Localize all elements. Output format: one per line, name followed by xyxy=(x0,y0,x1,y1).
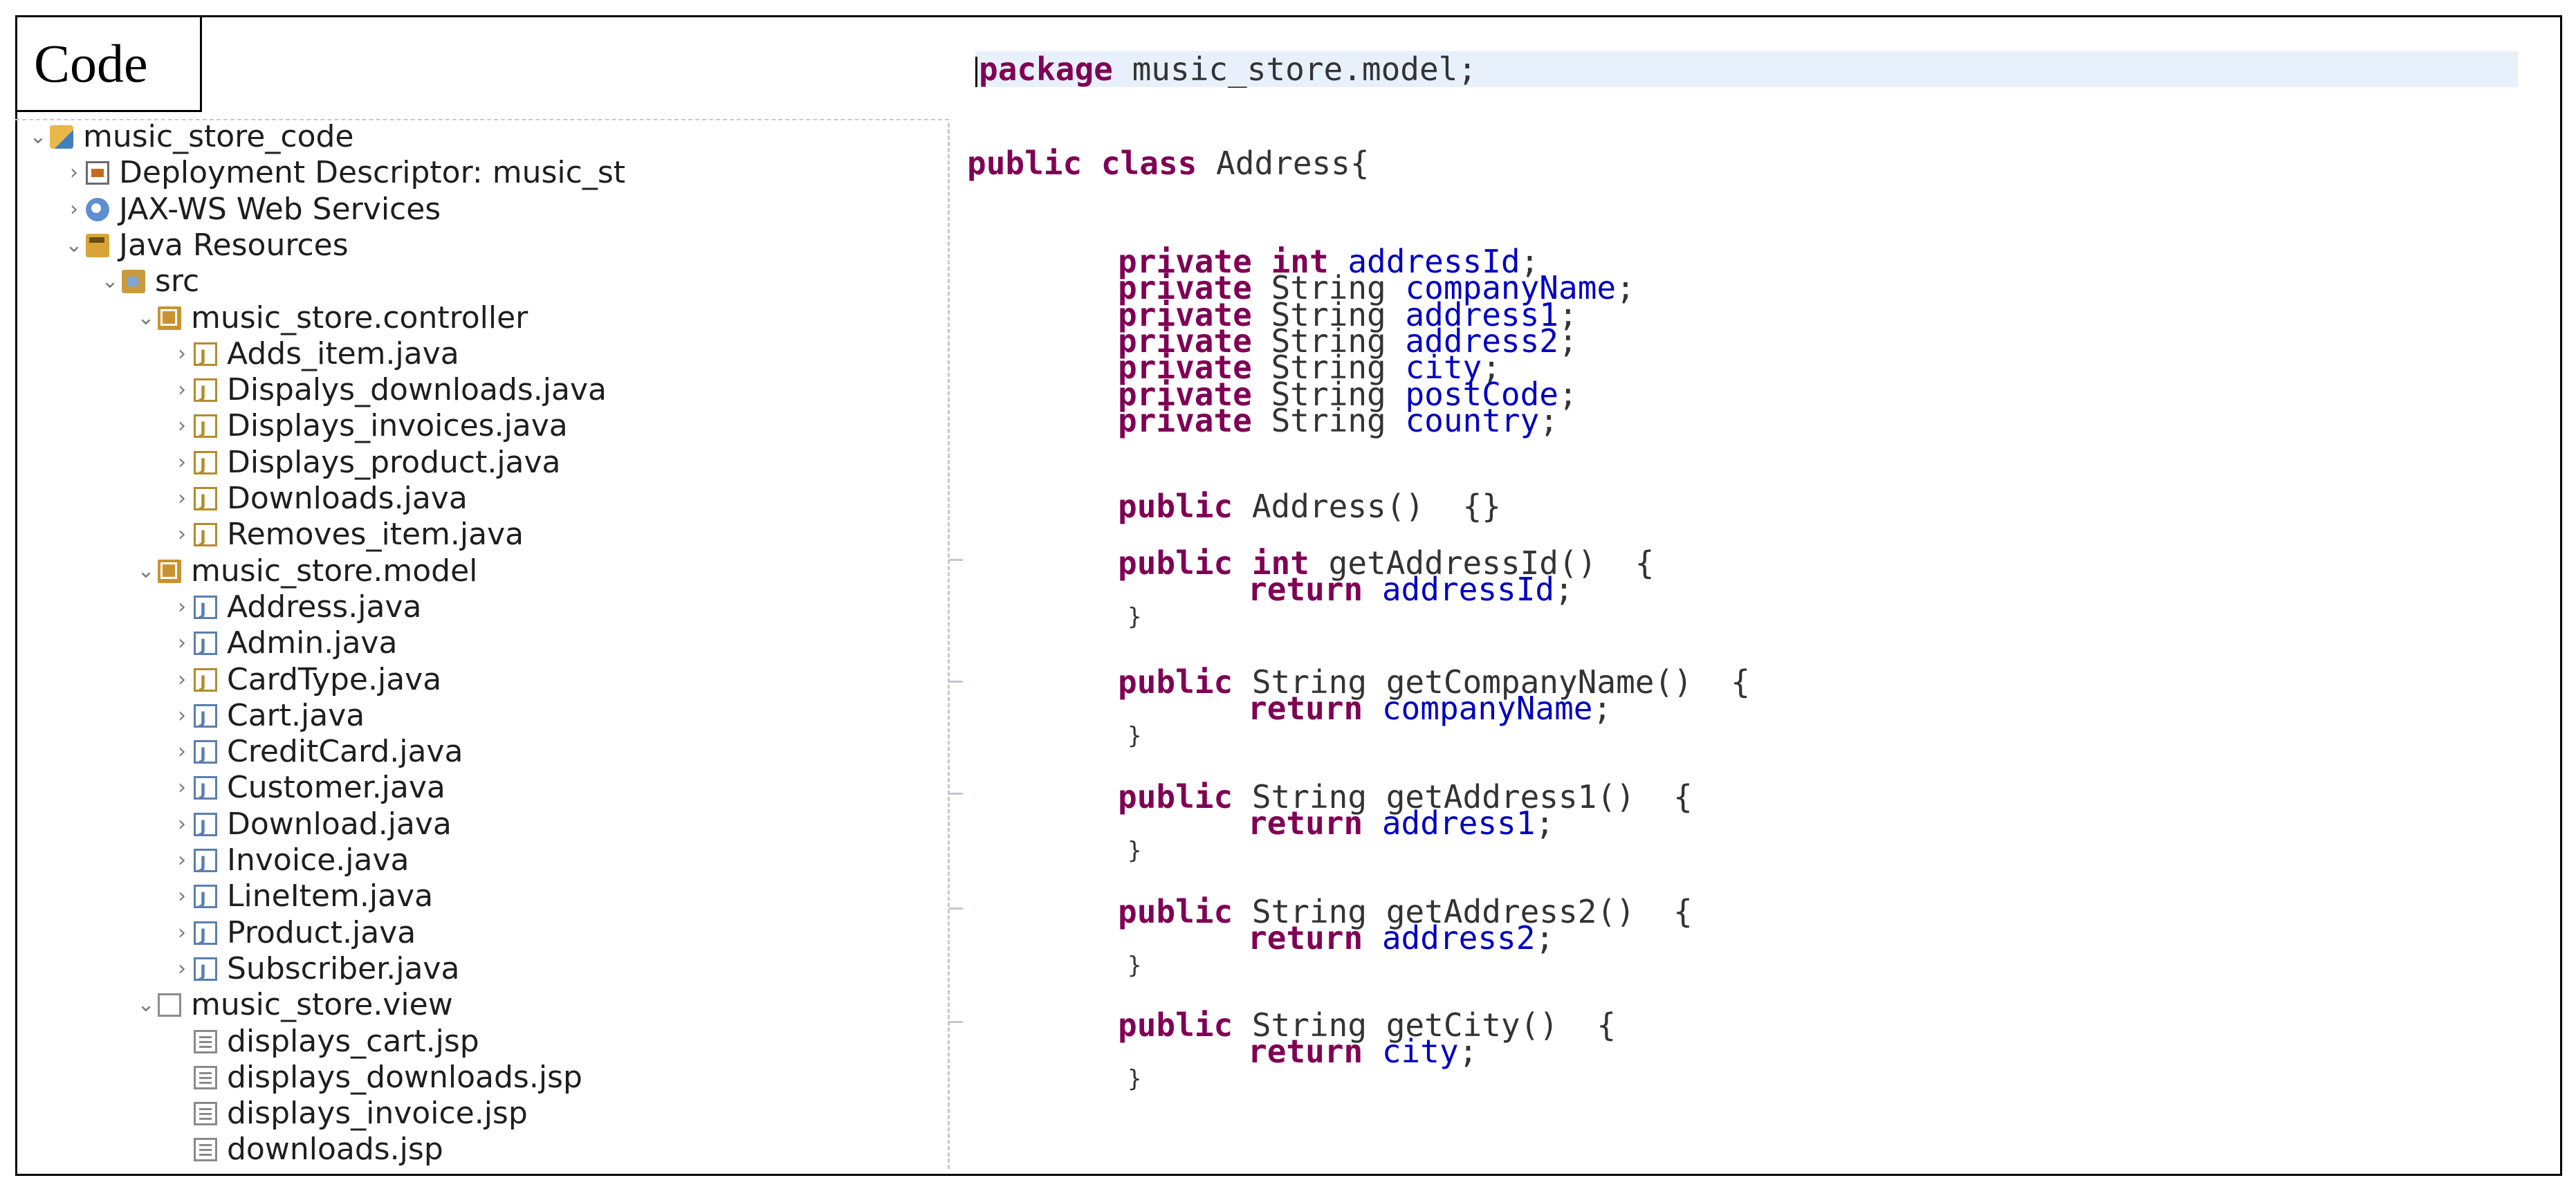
fold-marker-icon[interactable] xyxy=(949,1021,963,1030)
keyword-token: public xyxy=(1118,893,1233,930)
tree-item[interactable] xyxy=(134,300,528,336)
tree-item[interactable] xyxy=(62,228,349,264)
closing-brace: } xyxy=(1128,722,1142,750)
tree-item[interactable] xyxy=(170,951,459,987)
field-name: companyName xyxy=(1363,690,1593,727)
closing-brace: } xyxy=(1128,1065,1142,1093)
expand-twisty-icon[interactable]: › xyxy=(178,450,186,474)
java-file-icon xyxy=(194,342,217,366)
tree-item-label: Subscriber.java xyxy=(227,950,460,986)
keyword-token: return xyxy=(1248,919,1363,957)
method-signature: getAddress2() { xyxy=(1367,893,1693,930)
type-token: String xyxy=(1251,375,1386,413)
expand-twisty-icon[interactable]: › xyxy=(178,594,186,619)
code-caption: Code xyxy=(15,15,202,112)
keyword-token: public xyxy=(1118,778,1233,815)
tree-item-label: JAX-WS Web Services xyxy=(119,191,441,227)
type-token: String xyxy=(1251,295,1386,333)
expand-twisty-icon[interactable]: › xyxy=(178,486,186,510)
tree-item[interactable] xyxy=(170,1096,528,1132)
tree-item[interactable] xyxy=(26,119,354,155)
java-file-icon xyxy=(194,596,217,619)
method-signature: getCompanyName() { xyxy=(1367,663,1750,701)
java-file-icon xyxy=(194,849,217,872)
keyword-token: private xyxy=(1118,349,1252,387)
punctuation-token: ; xyxy=(1535,919,1555,957)
tree-item[interactable] xyxy=(170,1132,443,1168)
keyword-token: public class xyxy=(967,145,1197,182)
keyword-token: private xyxy=(1118,243,1252,280)
tree-item-label: Downloads.java xyxy=(227,481,468,516)
type-token: String xyxy=(1233,663,1368,701)
punctuation-token: ; xyxy=(1535,804,1555,842)
fold-marker-icon[interactable] xyxy=(949,559,963,568)
java-file-icon xyxy=(194,813,217,836)
keyword-token: private xyxy=(1118,375,1252,413)
method-signature: getCity() { xyxy=(1367,1006,1617,1044)
tree-item[interactable] xyxy=(170,1060,582,1096)
collapse-twisty-icon[interactable]: ⌄ xyxy=(101,269,119,294)
tree-item-label: Java Resources xyxy=(119,227,349,263)
tree-item-label: Customer.java xyxy=(227,770,445,806)
keyword-token: return xyxy=(1248,571,1363,608)
expand-twisty-icon[interactable]: › xyxy=(178,775,186,800)
tree-item[interactable] xyxy=(134,987,453,1023)
tree-item-label: Displays_product.java xyxy=(227,444,561,480)
punctuation-token: ; xyxy=(1558,322,1578,360)
tree-item-label: src xyxy=(155,264,200,300)
tree-item-label: music_store.controller xyxy=(191,300,528,335)
expand-twisty-icon[interactable]: › xyxy=(70,196,78,221)
tree-item-label: displays_cart.jsp xyxy=(227,1023,479,1059)
java-file-icon xyxy=(194,487,217,510)
tree-item[interactable] xyxy=(170,589,421,625)
field-name: address1 xyxy=(1363,804,1536,842)
deployment-descriptor-icon xyxy=(86,161,109,185)
expand-twisty-icon[interactable]: › xyxy=(178,739,186,764)
tree-item-label: Displays_invoices.java xyxy=(227,408,568,444)
type-token: String xyxy=(1233,1006,1368,1044)
punctuation-token: ; xyxy=(1592,690,1612,727)
tree-item[interactable] xyxy=(170,445,561,481)
field-declaration-line[interactable] xyxy=(1118,403,1558,439)
expand-twisty-icon[interactable]: › xyxy=(178,414,186,439)
tree-item-label: music_store.model xyxy=(191,553,478,589)
source-folder-icon xyxy=(122,270,145,293)
tree-item-label: Cart.java xyxy=(227,697,365,733)
method-signature: getAddressId() { xyxy=(1309,544,1655,582)
closing-brace-line[interactable] xyxy=(1128,833,1141,869)
field-name: address2 xyxy=(1363,919,1536,957)
java-file-icon xyxy=(194,704,217,728)
tree-item-label: LineItem.java xyxy=(227,878,434,914)
fold-marker-icon[interactable] xyxy=(949,681,963,690)
java-file-icon xyxy=(194,957,217,981)
punctuation-token: ; xyxy=(1558,295,1578,333)
field-name: city xyxy=(1363,1033,1459,1070)
package-icon xyxy=(158,560,181,583)
jsp-file-icon xyxy=(194,1102,217,1125)
tree-item[interactable] xyxy=(170,698,365,734)
keyword-token: private xyxy=(1118,295,1252,333)
tree-item-label: music_store.view xyxy=(191,987,453,1023)
collapse-twisty-icon[interactable]: ⌄ xyxy=(137,993,155,1017)
field-name: address1 xyxy=(1386,295,1558,333)
expand-twisty-icon[interactable]: › xyxy=(178,811,186,836)
expand-twisty-icon[interactable]: › xyxy=(178,703,186,728)
jsp-file-icon xyxy=(194,1138,217,1161)
expand-twisty-icon[interactable]: › xyxy=(178,667,186,692)
tree-item-label: displays_downloads.jsp xyxy=(227,1059,582,1095)
expand-twisty-icon[interactable]: › xyxy=(178,341,186,366)
punctuation-token: ; xyxy=(1554,571,1574,608)
field-name: address2 xyxy=(1386,322,1558,360)
return-line[interactable] xyxy=(1248,920,1554,956)
tree-item-label: Removes_item.java xyxy=(227,517,524,553)
package-line[interactable] xyxy=(975,51,1477,87)
keyword-token: public xyxy=(1118,544,1233,582)
tree-item[interactable] xyxy=(134,553,477,589)
field-name: addressId xyxy=(1363,571,1555,608)
closing-brace: } xyxy=(1128,837,1142,865)
tree-item[interactable] xyxy=(98,264,199,300)
keyword-token: public xyxy=(1118,1006,1233,1044)
java-file-icon xyxy=(194,414,217,438)
field-name: addressId xyxy=(1328,243,1520,280)
closing-brace-line[interactable] xyxy=(1128,718,1141,754)
field-name: postCode xyxy=(1386,375,1558,413)
tree-item-label: Product.java xyxy=(227,914,416,950)
tree-item[interactable] xyxy=(170,336,459,372)
package-icon xyxy=(158,306,181,330)
tree-item-label: Deployment Descriptor: music_st xyxy=(119,155,625,191)
class-declaration-line[interactable] xyxy=(967,145,1370,181)
tree-item-label: displays_invoice.jsp xyxy=(227,1096,528,1132)
keyword-token: private xyxy=(1118,269,1252,307)
keyword-token: private xyxy=(1118,322,1252,360)
tree-item[interactable] xyxy=(170,878,433,914)
punctuation-token: ; xyxy=(1520,243,1540,280)
expand-twisty-icon[interactable]: › xyxy=(178,522,186,547)
tree-item-label: Dispalys_downloads.java xyxy=(227,372,607,408)
package-name: music_store.model; xyxy=(1112,50,1478,88)
java-file-icon xyxy=(194,776,217,800)
type-token: int xyxy=(1233,544,1309,582)
punctuation-token: ; xyxy=(1558,375,1578,413)
expand-twisty-icon[interactable]: › xyxy=(178,631,186,656)
tree-item-label: music_store_code xyxy=(83,119,354,154)
java-resources-icon xyxy=(86,234,109,257)
java-file-icon xyxy=(194,921,217,945)
explorer-divider[interactable] xyxy=(948,123,950,1169)
expand-twisty-icon[interactable]: › xyxy=(178,884,186,909)
closing-brace-line[interactable] xyxy=(1128,948,1141,984)
return-line[interactable] xyxy=(1248,805,1554,841)
tree-item[interactable] xyxy=(62,192,441,228)
java-file-icon xyxy=(194,632,217,655)
closing-brace-line[interactable] xyxy=(1128,1061,1141,1097)
punctuation-token: ; xyxy=(1539,401,1559,439)
keyword-token: public xyxy=(1118,663,1233,701)
tree-item-label: Adds_item.java xyxy=(227,335,459,371)
tree-item[interactable] xyxy=(170,734,463,770)
constructor-signature: Address() {} xyxy=(1233,488,1501,525)
return-line[interactable] xyxy=(1248,1033,1478,1069)
type-token: int xyxy=(1251,243,1329,280)
tree-item[interactable] xyxy=(170,807,452,842)
tree-item-label: Admin.java xyxy=(227,625,398,661)
type-token: String xyxy=(1251,401,1386,439)
tree-item[interactable] xyxy=(170,1024,479,1060)
closing-brace-line[interactable] xyxy=(1128,599,1141,635)
tree-item-label: downloads.jsp xyxy=(227,1132,443,1168)
project-explorer-tree[interactable] xyxy=(15,118,965,1169)
type-token: String xyxy=(1251,322,1386,360)
tree-item[interactable] xyxy=(170,625,397,661)
collapse-twisty-icon[interactable]: ⌄ xyxy=(29,125,47,149)
tree-item[interactable] xyxy=(170,770,445,806)
java-file-icon xyxy=(194,523,217,546)
field-name: companyName xyxy=(1386,269,1617,307)
tree-item[interactable] xyxy=(170,662,441,698)
jsp-file-icon xyxy=(194,1066,217,1089)
jsp-file-icon xyxy=(194,1030,217,1053)
keyword-token: return xyxy=(1248,690,1363,727)
keyword-token: public xyxy=(1118,488,1233,525)
java-file-icon xyxy=(194,885,217,908)
keyword-token: return xyxy=(1248,1033,1363,1070)
empty-package-icon xyxy=(158,993,181,1017)
tree-item[interactable] xyxy=(170,408,568,444)
tree-item[interactable] xyxy=(62,155,625,191)
return-line[interactable] xyxy=(1248,571,1574,607)
keyword-token: package xyxy=(979,50,1113,88)
text-cursor xyxy=(975,57,977,87)
field-name: country xyxy=(1386,401,1540,439)
expand-twisty-icon[interactable]: › xyxy=(70,160,78,185)
expand-twisty-icon[interactable]: › xyxy=(178,920,186,945)
type-token: String xyxy=(1251,269,1386,307)
tree-item-label: CardType.java xyxy=(227,661,442,697)
tree-item-label: Download.java xyxy=(227,806,452,842)
keyword-token: private xyxy=(1118,401,1252,439)
collapse-twisty-icon[interactable]: ⌄ xyxy=(65,232,83,257)
type-token: String xyxy=(1233,778,1368,815)
type-token: String xyxy=(1233,893,1368,930)
field-name: city xyxy=(1386,349,1482,387)
keyword-token: return xyxy=(1248,804,1363,842)
punctuation-token: ; xyxy=(1616,269,1635,307)
fold-marker-icon[interactable] xyxy=(949,793,963,802)
return-line[interactable] xyxy=(1248,690,1612,726)
type-token: String xyxy=(1251,349,1386,387)
project-icon xyxy=(50,125,73,149)
closing-brace: } xyxy=(1128,952,1142,979)
tree-item[interactable] xyxy=(170,915,416,951)
fold-marker-icon[interactable] xyxy=(949,907,963,916)
code-editor[interactable] xyxy=(967,28,2558,1169)
punctuation-token: ; xyxy=(1458,1033,1478,1070)
constructor-line[interactable] xyxy=(1118,488,1501,524)
collapse-twisty-icon[interactable]: ⌄ xyxy=(137,558,155,583)
tree-item[interactable] xyxy=(170,372,607,408)
tree-item-label: Invoice.java xyxy=(227,842,410,878)
tree-item[interactable] xyxy=(170,517,524,553)
expand-twisty-icon[interactable]: › xyxy=(178,956,186,981)
closing-brace: } xyxy=(1128,603,1142,631)
java-file-icon xyxy=(194,740,217,764)
java-file-icon xyxy=(194,668,217,692)
class-name: Address{ xyxy=(1197,145,1370,182)
java-file-icon xyxy=(194,451,217,474)
tree-item-label: CreditCard.java xyxy=(227,734,463,770)
tree-item[interactable] xyxy=(170,842,409,878)
java-file-icon xyxy=(194,378,217,402)
collapse-twisty-icon[interactable]: ⌄ xyxy=(137,305,155,330)
tree-item[interactable] xyxy=(170,481,468,517)
punctuation-token: ; xyxy=(1482,349,1501,387)
tree-item-label: Address.java xyxy=(227,589,422,625)
expand-twisty-icon[interactable]: › xyxy=(178,378,186,403)
expand-twisty-icon[interactable]: › xyxy=(178,848,186,872)
web-services-icon xyxy=(86,198,109,221)
method-signature: getAddress1() { xyxy=(1367,778,1693,815)
